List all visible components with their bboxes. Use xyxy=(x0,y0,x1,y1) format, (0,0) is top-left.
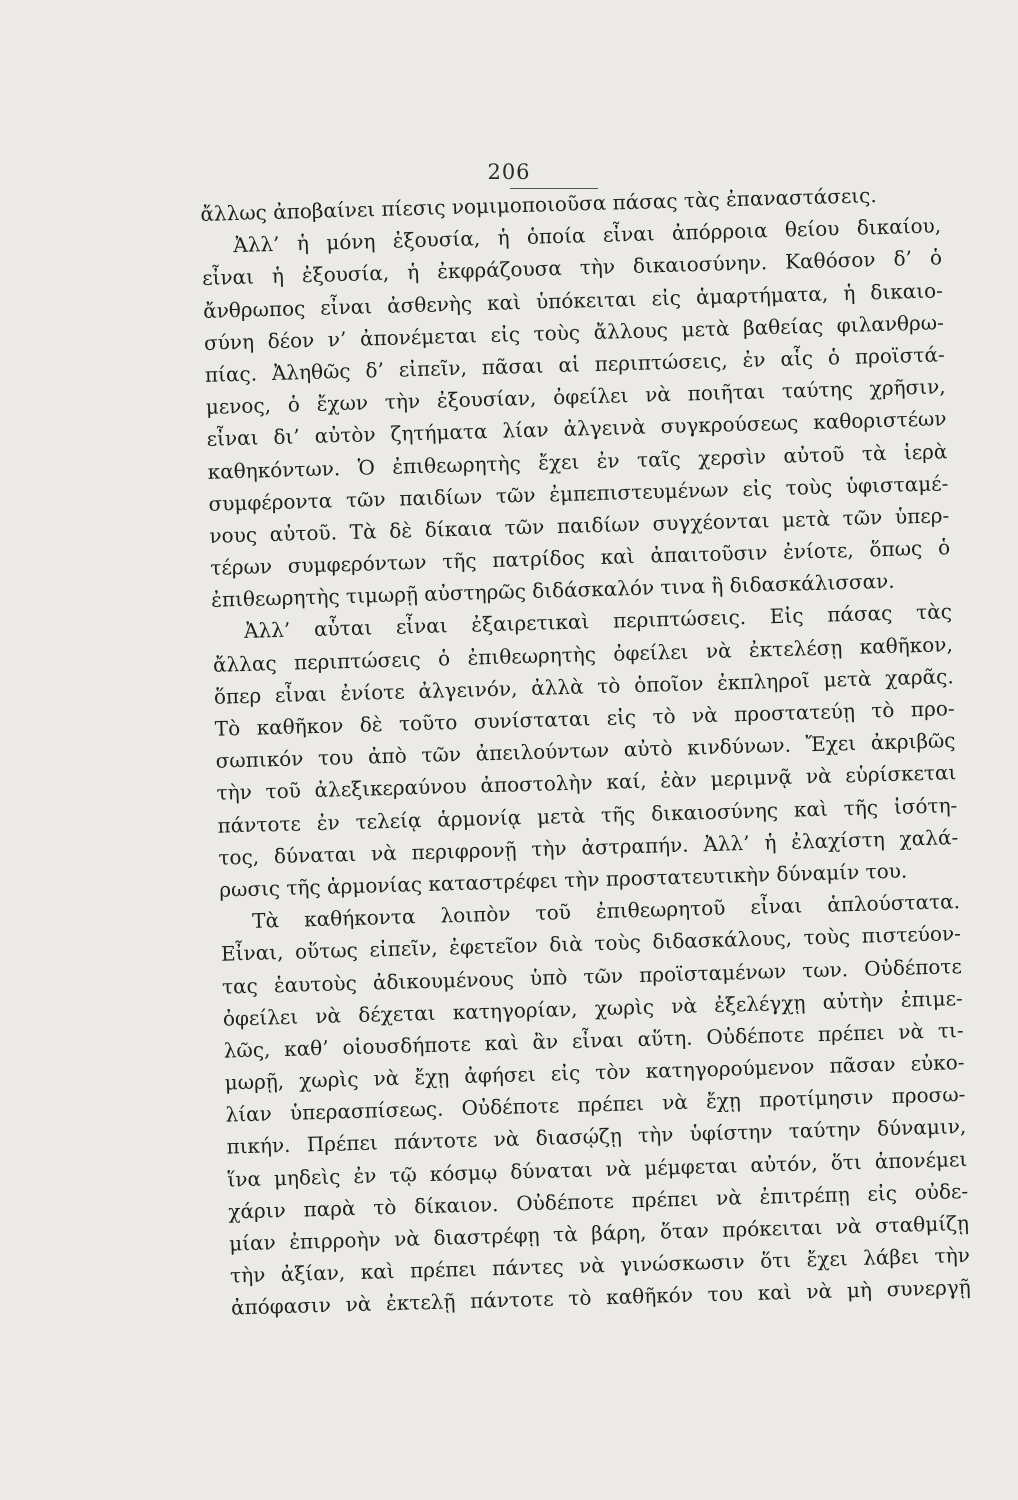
text-line: πάντοτε ἐν τελείᾳ ἁρμονίᾳ μετὰ τῆς δικαιοσύνης καὶ τῆς ἰσότη- xyxy=(217,792,958,838)
text-line: τὴν τοῦ ἀλεξικεραύνου ἀποστολὴν καί, ἐὰν μεριμνᾷ νὰ εὑρίσκεται xyxy=(216,760,957,806)
text-line: ἐπιθεωρητὴς τιμωρῇ αὐστηρῶς διδάσκαλόν τινα ἢ διδασκάλισσαν. xyxy=(210,569,895,613)
text-line: νους αὐτοῦ. Τὰ δὲ δίκαια τῶν παιδίων συγχέονται μετὰ τῶν ὑπερ- xyxy=(209,503,950,548)
text-line: πίας. Ἀληθῶς δ’ εἰπεῖν, πᾶσαι αἱ περιπτώσεις, ἐν αἷς ὁ προϊστά- xyxy=(204,342,945,387)
text-line: ὅπερ εἶναι ἐνίοτε ἀλγεινόν, ἀλλὰ τὸ ὁποῖον ἐκπληροῖ μετὰ χαρᾶς. xyxy=(213,663,954,709)
text-line: σωπικόν του ἀπὸ τῶν ἀπειλούντων αὐτὸ κινδύνων. Ἔχει ἀκριβῶς xyxy=(215,728,956,773)
text-line: μωρῇ, χωρὶς νὰ ἔχῃ ἀφήσει εἰς τὸν κατηγορούμενον πᾶσαν εὐκο- xyxy=(224,1050,965,1095)
text-line: ρωσις τῆς ἁρμονίας καταστρέφει τὴν προστατευτικὴν δύναμίν του. xyxy=(218,858,908,902)
text-line: Ἀλλ’ ἡ μόνη ἐξουσία, ἡ ὁποία εἶναι ἀπόρροια θείου δικαίου, xyxy=(232,213,942,258)
text-line: Ἀλλ’ αὗται εἶναι ἐξαιρετικαὶ περιπτώσεις. Εἰς πάσας τὰς xyxy=(243,599,953,644)
text-line: τὴν ἀξίαν, καὶ πρέπει πάντες νὰ γινώσκωσιν ὅτι ἔχει λάβει τὴν xyxy=(229,1243,971,1288)
text-line: ἵνα μηδεὶς ἐν τῷ κόσμῳ δύναται νὰ μέμφεται αὐτόν, ὅτι ἀπονέμει xyxy=(227,1146,968,1192)
text-line: ἄνθρωπος εἶναι ἀσθενὴς καὶ ὑπόκειται εἰς ἁμαρτήματα, ἡ δικαιο- xyxy=(202,277,944,323)
text-line: Τὸ καθῆκον δὲ τοῦτο συνίσταται εἰς τὸ νὰ προστατεύῃ τὸ προ- xyxy=(214,696,955,741)
text-line: ἀπόφασιν νὰ ἐκτελῇ πάντοτε τὸ καθῆκόν του καὶ νὰ μὴ συνεργῇ xyxy=(230,1275,972,1320)
text-line: τέρων συμφερόντων τῆς πατρίδος καὶ ἀπαιτοῦσιν ἐνίοτε, ὅπως ὁ xyxy=(209,535,951,580)
text-line: τος, δύναται νὰ περιφρονῇ τὴν ἀστραπήν. Ἀλλ’ ἡ ἐλαχίστη χαλά- xyxy=(218,824,959,870)
text-line: εἶναι ἡ ἐξουσία, ἡ ἐκφράζουσα τὴν δικαιοσύνην. Καθόσον δ’ ὁ xyxy=(201,245,943,291)
text-line: εἶναι δι’ αὐτὸν ζητήματα λίαν ἀλγεινὰ συγκρούσεως καθοριστέων xyxy=(206,406,947,452)
text-line: σύνη δέον ν’ ἀπονέμεται εἰς τοὺς ἄλλους μετὰ βαθείας φιλανθρω- xyxy=(203,310,945,355)
text-line: πικήν. Πρέπει πάντοτε νὰ διασῴζῃ τὴν ὑφίστην ταύτην δύναμιν, xyxy=(226,1114,967,1160)
text-line: λῶς, καθ’ οἱουσδήποτε καὶ ἂν εἶναι αὕτη. Οὐδέποτε πρέπει νὰ τι- xyxy=(223,1017,964,1063)
text-line: μενος, ὁ ἔχων τὴν ἐξουσίαν, ὀφείλει νὰ ποιῆται ταύτης χρῆσιν, xyxy=(205,374,946,420)
text-line: ὀφείλει νὰ δέχεται κατηγορίαν, χωρὶς νὰ ἐξελέγχῃ αὐτὴν ἐπιμε- xyxy=(222,985,963,1031)
text-line: μίαν ἐπιρροὴν νὰ διαστρέφῃ τὰ βάρη, ὅταν πρόκειται νὰ σταθμίζῃ xyxy=(228,1210,970,1256)
text-line: Εἶναι, οὕτως εἰπεῖν, ἐφετεῖον διὰ τοὺς διδασκάλους, τοὺς πιστεύον- xyxy=(220,921,962,967)
page-number: 206 xyxy=(487,160,531,184)
text-line: λίαν ὑπερασπίσεως. Οὐδέποτε πρέπει νὰ ἔχῃ προτίμησιν προσω- xyxy=(225,1082,966,1127)
text-line: Τὰ καθήκοντα λοιπὸν τοῦ ἐπιθεωρητοῦ εἶναι ἁπλούστατα. xyxy=(251,889,961,933)
text-line: ἄλλως ἀποβαίνει πίεσις νομιμοποιοῦσα πάσας τὰς ἐπαναστάσεις. xyxy=(200,183,877,226)
text-line: συμφέροντα τῶν παιδίων τῶν ἐμπεπιστευμένων εἰς τοὺς ὑφισταμέ- xyxy=(208,470,949,516)
text-line: καθηκόντων. Ὁ ἐπιθεωρητὴς ἔχει ἐν ταῖς χερσὶν αὐτοῦ τὰ ἱερὰ xyxy=(207,438,948,484)
text-line: χάριν παρὰ τὸ δίκαιον. Οὐδέποτε πρέπει νὰ ἐπιτρέπῃ εἰς οὐδε- xyxy=(227,1178,969,1224)
text-line: ἄλλας περιπτώσεις ὁ ἐπιθεωρητὴς ὀφείλει νὰ ἐκτελέσῃ καθῆκον, xyxy=(212,631,954,677)
body-text xyxy=(200,177,971,1324)
text-line: τας ἑαυτοὺς ἀδικουμένους ὑπὸ τῶν προϊσταμένων των. Οὐδέποτε xyxy=(221,953,963,999)
